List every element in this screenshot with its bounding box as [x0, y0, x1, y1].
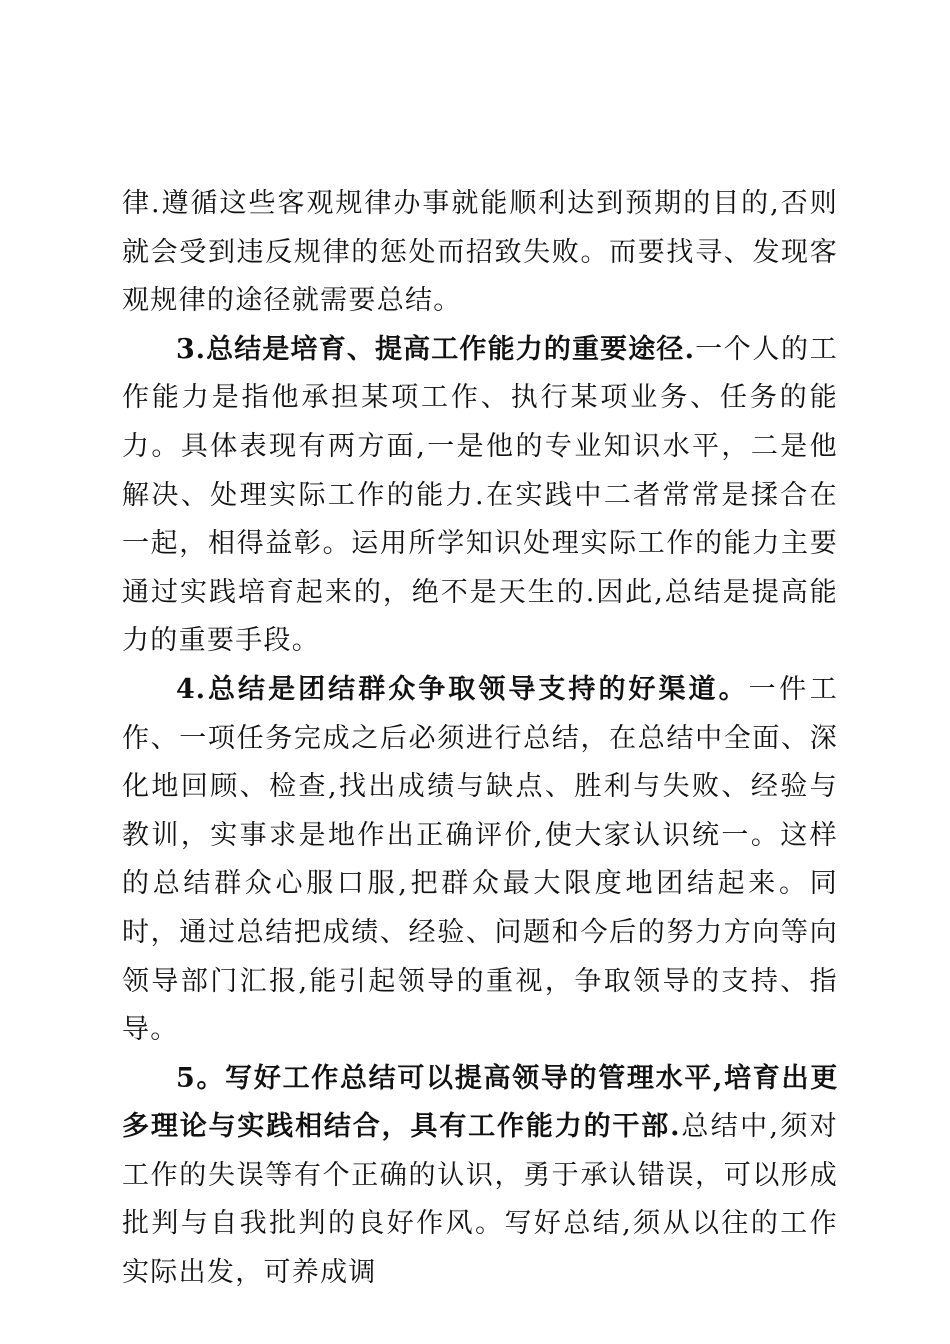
paragraph-point-3 — [122, 326, 838, 666]
paragraph-point-4 — [122, 666, 838, 1055]
paragraph-heading: 3.总结是培育、提高工作能力的重要途径. — [176, 333, 695, 365]
paragraph-text: 总结中,须对工作的失误等有个正确的认识，勇于承认错误，可以形成批判与自我批判的良好作风。写好总结,须从以往的工作实际出发，可养成调 — [122, 1111, 838, 1289]
paragraph-point-5 — [122, 1055, 838, 1298]
document-body — [122, 180, 838, 1298]
paragraph-text: 一件工作、一项任务完成之后必须进行总结，在总结中全面、深化地回顾、检查,找出成绩与缺点、胜利与失败、经验与教训，实事求是地作出正确评价,使大家认识统一。这样的总结群众心服口服,把群众最大限度地团结起来。同时，通过总结把成绩、经验、问题和今后的努力方向等向领导部门汇报,能引起领导的重视，争取领导的支持、指导。 — [122, 673, 838, 1046]
paragraph-text: 一个人的工作能力是指他承担某项工作、执行某项业务、任务的能力。具体表现有两方面,一是他的专业知识水平，二是他解决、处理实际工作的能力.在实践中二者常常是揉合在一起，相得益彰。运用所学知识处理实际工作的能力主要通过实践培育起来的，绝不是天生的.因此,总结是提高能力的重要手段。 — [122, 333, 838, 657]
paragraph-heading: 4.总结是团结群众争取领导支持的好渠道。 — [176, 673, 749, 705]
paragraph-heading: 5。写好工作总结可以提高领导的管理水平,培育出更多理论与实践相结合，具有工作能力的干部. — [122, 1062, 838, 1143]
paragraph-continuation — [122, 180, 838, 326]
paragraph-text: 律.遵循这些客观规律办事就能顺利达到预期的目的,否则就会受到违反规律的惩处而招致失败。而要找寻、发现客观规律的途径就需要总结。 — [122, 188, 838, 317]
